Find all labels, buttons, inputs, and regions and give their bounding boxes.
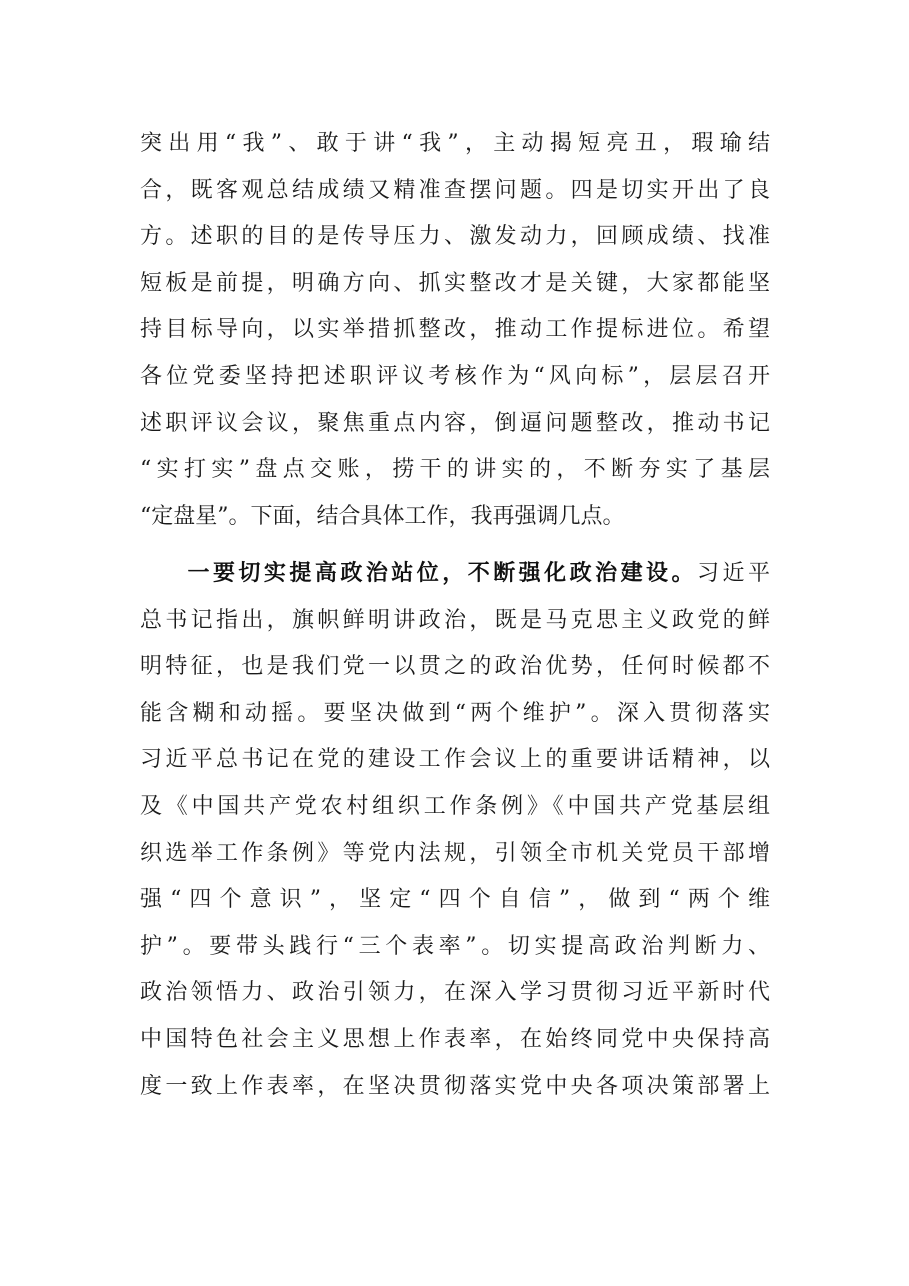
paragraph-2-line-10: 政治领悟力、政治引领力，在深入学习贯彻习近平新时代 bbox=[140, 980, 770, 1006]
section-heading: 一要切实提高政治站位，不断强化政治建设。 bbox=[184, 561, 698, 586]
paragraph-1 bbox=[140, 121, 770, 540]
paragraph-2-line-5: 习近平总书记在党的建设工作会议上的重要讲话精神，以 bbox=[140, 747, 770, 773]
paragraph-1-line-2: 合，既客观总结成绩又精准查摆问题。四是切实开出了良 bbox=[140, 177, 770, 203]
paragraph-2-line-6: 及《中国共产党农村组织工作条例》《中国共产党基层组 bbox=[140, 793, 770, 819]
paragraph-2-line-7: 织选举工作条例》等党内法规，引领全市机关党员干部增 bbox=[140, 840, 770, 866]
paragraph-2-line-3: 明特征，也是我们党一以贯之的政治优势，任何时候都不 bbox=[140, 654, 770, 680]
paragraph-1-line-1: 突出用“我”、敢于讲“我”，主动揭短亮丑，瑕瑜结 bbox=[140, 131, 770, 156]
paragraph-2-line-2: 总书记指出，旗帜鲜明讲政治，既是马克思主义政党的鲜 bbox=[140, 607, 770, 633]
paragraph-2-line-11: 中国特色社会主义思想上作表率，在始终同党中央保持高 bbox=[140, 1026, 770, 1052]
paragraph-1-line-3: 方。述职的目的是传导压力、激发动力，回顾成绩、找准 bbox=[140, 224, 770, 250]
paragraph-2 bbox=[140, 551, 770, 1110]
paragraph-2-line-9: 护”。要带头践行“三个表率”。切实提高政治判断力、 bbox=[140, 933, 770, 959]
paragraph-1-line-4: 短板是前提，明确方向、抓实整改才是关键，大家都能坚 bbox=[140, 270, 770, 296]
paragraph-1-line-9: “定盘星”。下面，结合具体工作，我再强调几点。 bbox=[140, 503, 625, 529]
paragraph-2-line-8: 强“四个意识”，坚定“四个自信”，做到“两个维 bbox=[140, 887, 770, 913]
paragraph-1-line-5: 持目标导向，以实举措抓整改，推动工作提标进位。希望 bbox=[140, 317, 770, 343]
paragraph-2-first-line-rest: 习近平 bbox=[697, 561, 770, 586]
paragraph-2-line-12: 度一致上作表率，在坚决贯彻落实党中央各项决策部署上 bbox=[140, 1073, 770, 1099]
paragraph-2-line-4: 能含糊和动摇。要坚决做到“两个维护”。深入贯彻落实 bbox=[140, 700, 770, 726]
paragraph-1-line-8: “实打实”盘点交账，捞干的讲实的，不断夯实了基层 bbox=[140, 457, 770, 483]
paragraph-1-line-7: 述职评议会议，聚焦重点内容，倒逼问题整改，推动书记 bbox=[140, 410, 770, 436]
paragraph-2-first-line bbox=[140, 551, 770, 598]
paragraph-1-line-6: 各位党委坚持把述职评议考核作为“风向标”，层层召开 bbox=[140, 363, 770, 389]
